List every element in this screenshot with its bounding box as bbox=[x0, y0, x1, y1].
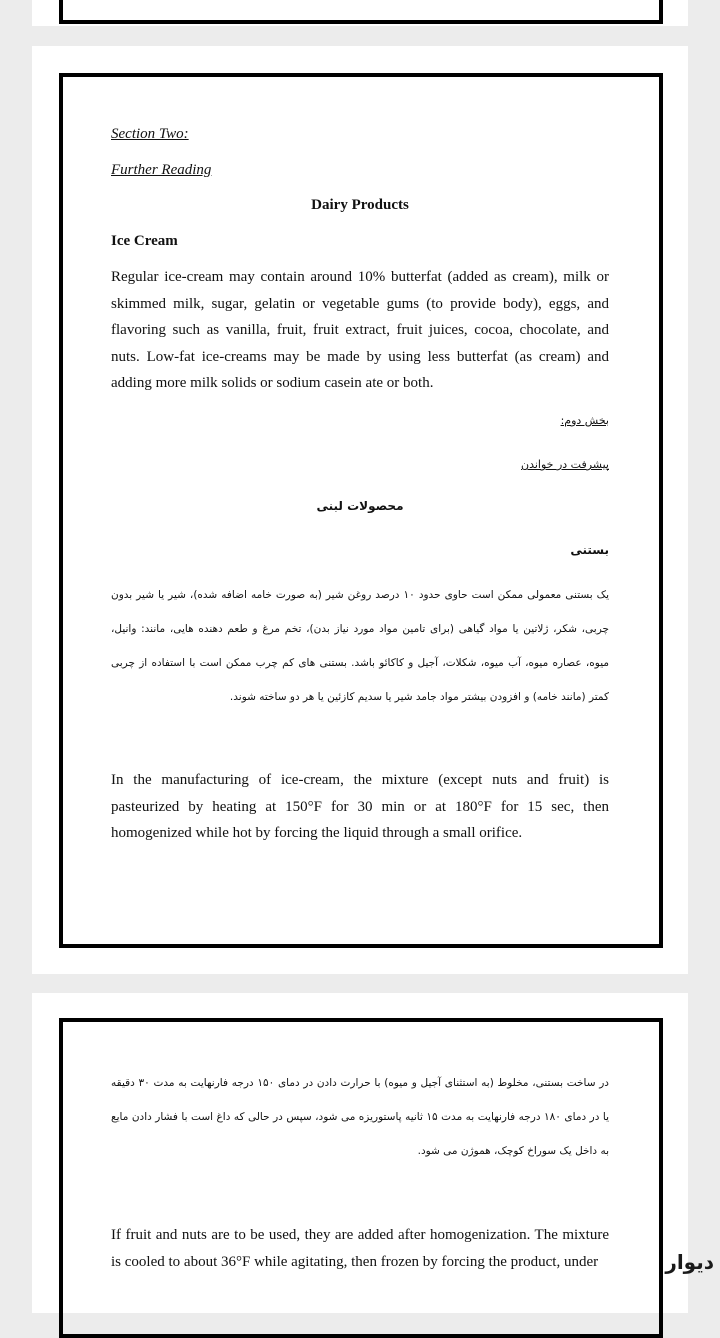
section-label: Section Two: bbox=[111, 126, 189, 142]
fa-section-subtitle: بستنی bbox=[570, 543, 609, 557]
english-paragraph-1: Regular ice-cream may contain around 10% butterfat (added as cream), milk or skimmed milk, sugar, gelatin or vegetable gums (to provide body), eggs, and flavoring such as vanilla, fruit, fruit extract, fruit juices, cocoa, chocolate, and nuts. Low-fat ice-creams may be made by using less butterfat (as cream) and adding more milk solids or sodium casein ate or both. bbox=[111, 269, 609, 391]
document-page-1 bbox=[32, 46, 688, 974]
document-page-previous bbox=[32, 0, 688, 26]
english-paragraph-2: In the manufacturing of ice-cream, the mixture (except nuts and fruit) is pasteurized by heating at 150°F for 30 min or at 180°F for 15 sec, then homogenized while hot by forcing the liquid through a small orifice. bbox=[111, 772, 609, 841]
fa-further-reading-label: پیشرفت در خواندن bbox=[521, 458, 609, 471]
watermark-logo: دیوار bbox=[665, 1250, 714, 1274]
fa-document-title: محصولات لبنی bbox=[316, 499, 404, 513]
further-reading-label: Further Reading bbox=[111, 162, 212, 178]
fa-paragraph-1: یک بستنی معمولی ممکن است حاوی حدود ۱۰ درصد روغن شیر (به صورت خامه اضافه شده)، شیر یا شیر بدون چربی، شکر، ژلاتین یا مواد گیاهی (برای تامین مواد مورد نیاز بدن)، تخم مرغ و طعم دهنده هایی، مانند: وانیل، میوه، عصاره میوه، آب میوه، شکلات، آجیل و کاکائو باشد. بستنی های کم چرب ممکن است با استفاده از چربی کمتر (مانند خامه) و افزودن بیشتر مواد جامد شیر یا سدیم کازئین یا هر دو ساخته شوند. bbox=[111, 589, 609, 703]
document-title: Dairy Products bbox=[311, 197, 409, 213]
fa-paragraph-2: در ساخت بستنی، مخلوط (به استثنای آجیل و میوه) با حرارت دادن در دمای ۱۵۰ درجه فارنهایت به مدت ۳۰ دقیقه یا در دمای ۱۸۰ درجه فارنهایت به مدت ۱۵ ثانیه پاستوریزه می شود، سپس در حالی که داغ است با فشار دادن مایع به داخل یک سوراخ کوچک، هموژن می شود. bbox=[111, 1077, 609, 1157]
section-subtitle: Ice Cream bbox=[111, 233, 178, 249]
page-border bbox=[59, 0, 663, 24]
english-paragraph-3: If fruit and nuts are to be used, they are added after homogenization. The mixture is cooled to about 36°F while agitating, then frozen by forcing the product, under bbox=[111, 1227, 609, 1270]
document-page-2 bbox=[32, 993, 688, 1313]
fa-section-label: بخش دوم: bbox=[560, 414, 609, 427]
